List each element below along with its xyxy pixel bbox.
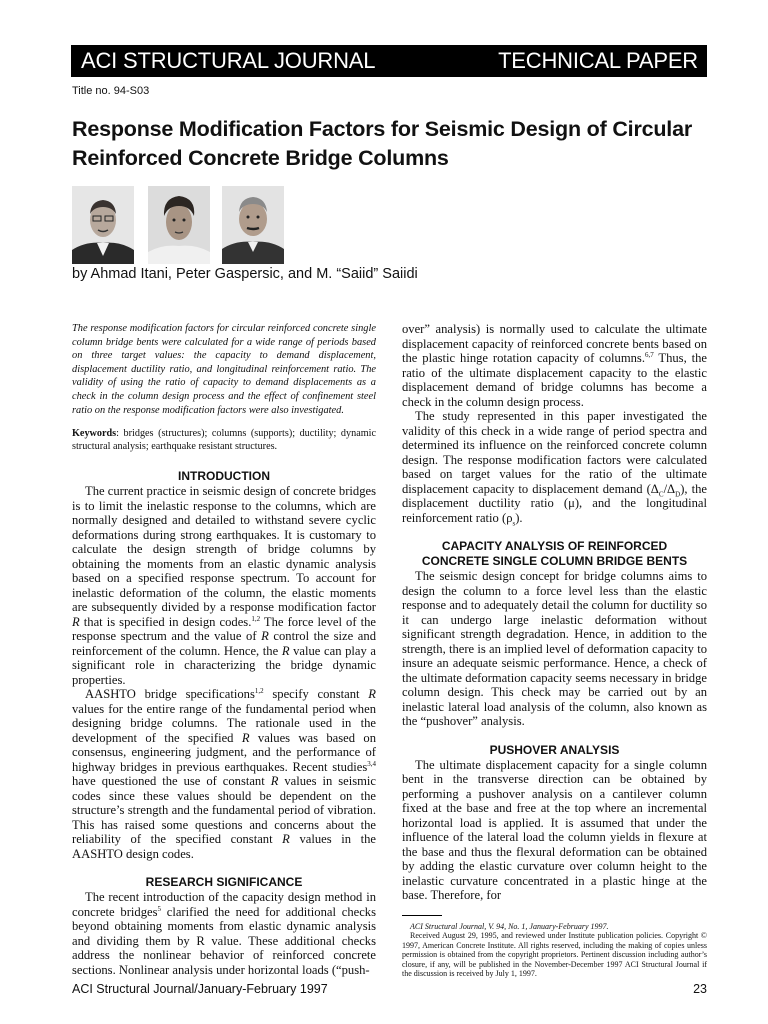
keywords-label: Keywords (72, 428, 117, 440)
research-paragraph-continued: over” analysis) is normally used to calculate the ultimate displacement capacity of reinforced concrete bents based on the plastic hinge rotation capacity of columns.$^{6,7}$ Thus, the ratio of the ultimate displacement capacity to the elastic displacement demand of bridge columns has become a check in the column design process. (402, 322, 707, 409)
pushover-heading: PUSHOVER ANALYSIS (489, 742, 620, 757)
pushover-paragraph: The ultimate displacement capacity for a single column bent in the transverse direction can be obtained by performing a pushover analysis on a cantilever column fixed at the base and free at the top where an incremental horizontal load is applied. It is assumed that under the influence of the lateral load the column yields in flexure at the base and thus the flexural deformation can be obtained by adding the elastic curvature over column height to the inelastic curvature concentrated in a plastic hinge at the base. Therefore, for (402, 757, 707, 902)
intro-paragraph-1: The current practice in seismic design of concrete bridges is to limit the inelastic response to the columns, which are normally designed and detailed to withstand severe cyclic deformations during strong earthquakes. It is customary to calculate the design strength of bridge columns by obtaining the moments from an elastic dynamic analysis based on a specified response spectrum. To account for inelastic deformation of the column, the elastic moments are subsequently divided by a response modification factor R that is specified in design codes.$^{1,2}$ The force level of the response spectrum and the value of R control the size and reinforcement of the column. Hence, the R value can play a significant role in characterizing the bridge dynamic properties. (72, 484, 376, 687)
capacity-heading-line-1: CAPACITY ANALYSIS OF REINFORCED (441, 539, 668, 553)
introduction-heading: INTRODUCTION (178, 469, 270, 484)
paper-title: Response Modification Factors for Seismic Design of Circular Reinforced Concrete Bridge Columns (72, 117, 692, 170)
research-paragraph-2: The study represented in this paper investigated the validity of this check in a wide range of period spectra and determined its influence on the reinforced concrete column design. The response modification factors were calculated based on target values for the ratio of the ultimate displacement capacity to displacement demand $(\Delta_C/\Delta_D)$, the displacement ductility ratio (μ), and the longitudinal reinforcement ratio $(\rho_s)$. (402, 409, 707, 528)
research-significance-heading: RESEARCH SIGNIFICANCE (145, 875, 303, 890)
footnote-copyright: Received August 29, 1995, and reviewed under Institute publication policies. Copyright © 1997, American Concrete Institute. All rights reserved, including the making of copies unless permission is obtained from the copyright proprietors. Pertinent discussion including author’s closure, if any, will be published in the November-December 1997 ACI Structural Journal if the discussion is received by July 1, 1997. (402, 931, 707, 979)
capacity-paragraph: The seismic design concept for bridge columns aims to design the column to a force level less than the elastic response and to adequately detail the column for ductility so it can undergo large inelastic deformation without significant strength degradation. Hence, in addition to the strength, there is an implied level of deformation capacity to insure an adequate seismic performance. Hence, a check of the ultimate deformation capacity seems necessary in bridge column design. This check may be carried out by an inelastic lateral load analysis of the column, also known as the “pushover” analysis. (402, 569, 707, 728)
keywords-text: : bridges (structures); columns (supports); ductility; dynamic structural analysis; earthquake resistant structures. (72, 428, 376, 453)
keywords (72, 427, 376, 453)
author-photo-gaspersic (148, 186, 210, 264)
intro-paragraph-2: AASHTO bridge specifications$^{1,2}$ specify constant R values for the entire range of the fundamental period when designing bridge columns. The rationale used in the development of the specified R values was based on consensus, engineering judgment, and the performance of highway bridges in previous earthquakes. Recent studies$^{3,4}$ have questioned the use of constant R values in seismic codes since these values should be dependent on the structure’s strength and the fundamental period of vibration. This has raised some questions and concerns about the reliability of the specified constant R values in the AASHTO design codes. (72, 686, 376, 861)
title-number: Title no. 94-S03 (72, 85, 150, 97)
author-photo-itani (72, 186, 134, 264)
author-photo-saiidi (222, 186, 284, 264)
footer-journal: ACI Structural Journal/January-February 1997 (72, 982, 328, 996)
capacity-heading-line-2: CONCRETE SINGLE COLUMN BRIDGE BENTS (421, 554, 688, 568)
footnote-citation: ACI Structural Journal, V. 94, No. 1, January-February 1997. (410, 921, 609, 931)
paper-type: TECHNICAL PAPER (498, 48, 698, 73)
page-number: 23 (693, 982, 707, 996)
journal-banner (71, 45, 707, 77)
research-paragraph: The recent introduction of the capacity design method in concrete bridges$^5$ clarified the need for additional checks beyond obtaining moments from elastic dynamic analysis and dividing them by R value. These additional checks address the nonlinear behavior of reinforced concrete sections. Nonlinear analysis under horizontal loads (“push- (72, 890, 376, 977)
right-column (402, 322, 707, 979)
footnote-divider (402, 915, 442, 916)
journal-name: ACI STRUCTURAL JOURNAL (81, 48, 376, 73)
author-line: by Ahmad Itani, Peter Gaspersic, and M. “Saiid” Saiidi (72, 266, 418, 282)
left-column (72, 322, 376, 977)
abstract: The response modification factors for circular reinforced concrete single column bridge bents were calculated for a wide range of periods based on three target values: the capacity to demand displacement, displacement ductility ratio, and longitudinal reinforcement ratio. The validity of using the ratio of capacity to demand displacements as a check in the column design process and the effect of confinement steel ratio on the response modification factors were also investigated. (72, 323, 376, 416)
